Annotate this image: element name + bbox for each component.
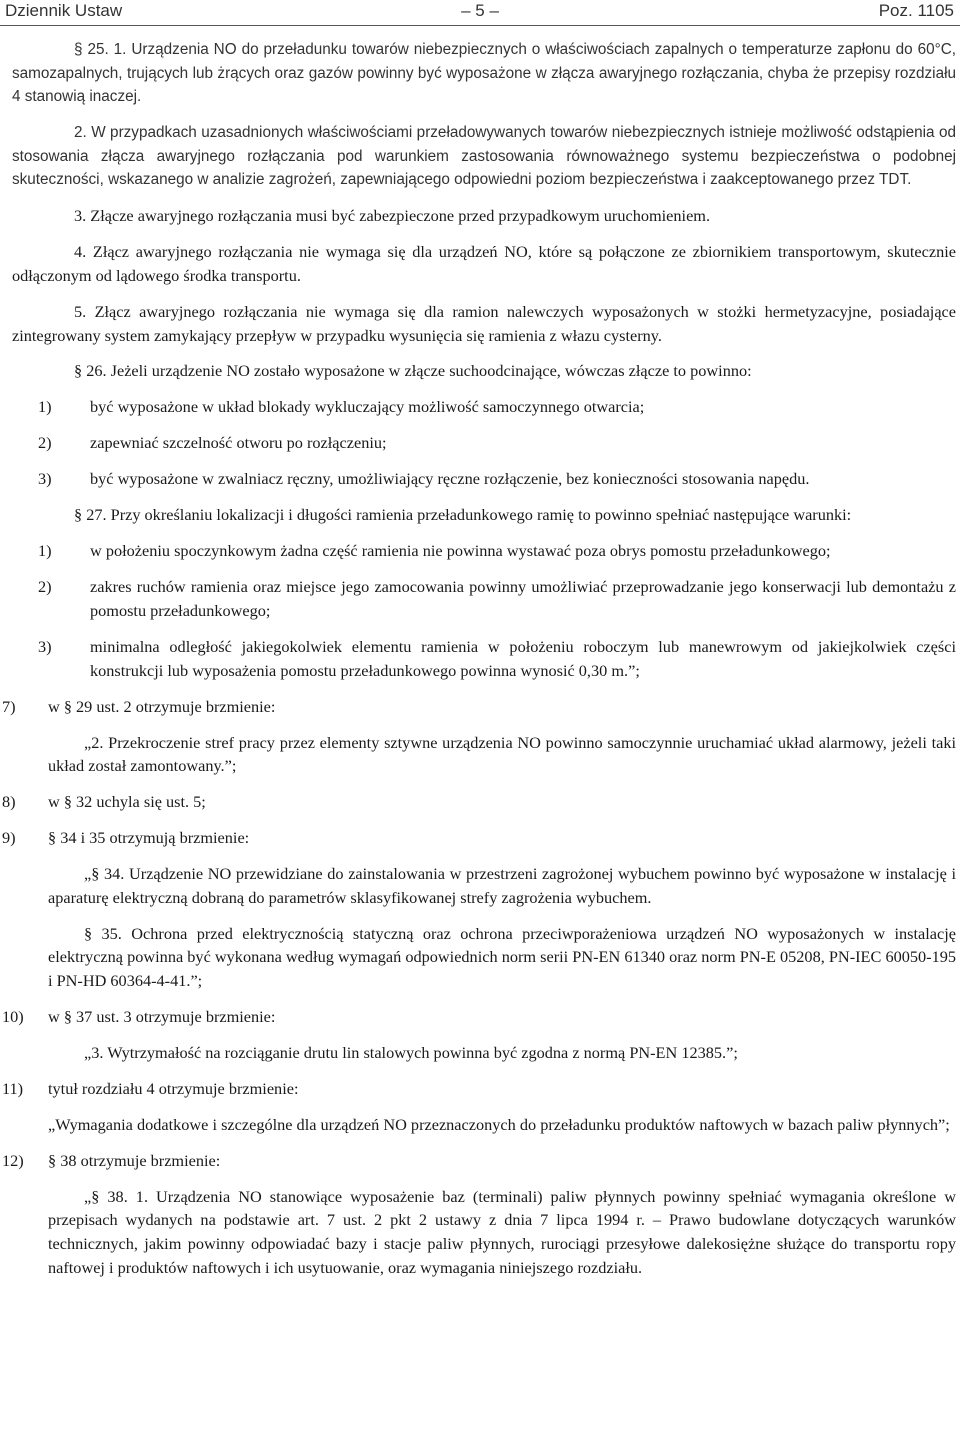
list-text: być wyposażone w zwalniacz ręczny, umożliwiający ręczne rozłączenie, bez konieczności stosowania napędu. — [90, 469, 810, 489]
list-item-s27-1 — [12, 539, 956, 563]
amendment-number: 7) — [2, 696, 16, 716]
amendment-text: w § 32 uchyla się ust. 5; — [48, 792, 206, 812]
amendment-item-7 — [2, 695, 956, 719]
amendment-text: § 38 otrzymuje brzmienie: — [48, 1150, 221, 1170]
amendment-item-12 — [2, 1149, 956, 1173]
list-number: 3) — [38, 469, 52, 489]
amendment-text: § 34 i 35 otrzymują brzmienie: — [48, 828, 250, 848]
journal-title: Dziennik Ustaw — [5, 1, 123, 20]
quote-paragraph: „3. Wytrzymałość na rozciąganie drutu lin stalowych powinna być zgodna z normą PN-EN 12385.”; — [84, 1042, 738, 1062]
list-item-s26-2 — [12, 431, 956, 455]
quoted-text-12 — [48, 1185, 956, 1279]
document-body — [2, 38, 956, 1292]
paragraph-s27-intro: § 27. Przy określaniu lokalizacji i długości ramienia przeładunkowego ramię to powinno spełniać następujące warunki: — [74, 505, 852, 525]
list-number: 3) — [38, 636, 52, 656]
amendment-number: 12) — [2, 1150, 24, 1170]
amendment-number: 11) — [2, 1078, 24, 1098]
quoted-text-11 — [48, 1113, 956, 1137]
page-header — [0, 0, 960, 26]
paragraph-s25-5: 5. Złącz awaryjnego rozłączania nie wymaga się dla ramion nalewczych wyposażonych w stożki hermetyzacyjne, posiadające zintegrowany system zamykający przepływ w przypadku wysunięcia się ramienia z włazu cysterny. — [12, 301, 956, 345]
list-item-s27-3 — [12, 635, 956, 682]
amendment-text: w § 37 ust. 3 otrzymuje brzmienie: — [48, 1006, 276, 1026]
list-item-s27-2 — [12, 575, 956, 622]
quote-paragraph-s35: § 35. Ochrona przed elektrycznością statyczną oraz ochrona przeciwporażeniowa urządzeń NO wyposażonych w instalację elektryczną powinna być wykonana według wymagań odpowiednich norm serii PN-EN 61340 oraz norm PN-E 05208, PN-IEC 60050-195 i PN-HD 60364-4-41.”; — [48, 923, 956, 990]
list-number: 1) — [38, 541, 52, 561]
quoted-text-10 — [48, 1041, 956, 1065]
quote-paragraph-s34: „§ 34. Urządzenie NO przewidziane do zainstalowania w przestrzeni zagrożonej wybuchem powinno być wyposażone w instalację i aparaturę elektryczną dobraną do parametrów sklasyfikowanej strefy zagrożenia wybuchem. — [48, 864, 956, 907]
paragraph-s25-1: § 25. 1. Urządzenia NO do przeładunku towarów niebezpiecznych o właściwościach zapalnych o temperaturze zapłonu do 60°C, samozapalnych, trujących lub żrących oraz gazów powinny być wyposażone w złącza awaryjnego rozłączania, chyba że przepisy rozdziału 4 stanowią inaczej. — [12, 41, 956, 106]
list-text: być wyposażone w układ blokady wykluczający możliwość samoczynnego otwarcia; — [90, 397, 645, 417]
paragraph-s25-2: 2. W przypadkach uzasadnionych właściwościami przeładowywanych towarów niebezpiecznych istnieje możliwość odstąpienia od stosowania złącza awaryjnego rozłączania pod warunkiem zastosowania równoważnego systemu bezpieczeństwa o podobnej skuteczności, wskazanego w analizie zagrożeń, zapewniającego odpowiedni poziom bezpieczeństwa i zaakceptowanego przez TDT. — [12, 124, 956, 189]
list-text: minimalna odległość jakiegokolwiek elementu ramienia w położeniu roboczym lub manewrowym od jakiejkolwiek części konstrukcji lub wyposażenia pomostu przeładunkowego powinna wynosić 0,30 m.”; — [90, 636, 956, 680]
list-number: 2) — [38, 577, 52, 597]
quoted-text-9 — [48, 862, 956, 992]
list-text: zakres ruchów ramienia oraz miejsce jego zamocowania powinny umożliwiać przeprowadzanie jego konserwacji lub demontażu z pomostu przeładunkowego; — [90, 577, 956, 620]
amendment-item-9 — [2, 826, 956, 850]
quote-paragraph-s38: „§ 38. 1. Urządzenia NO stanowiące wyposażenie baz (terminali) paliw płynnych powinny spełniać wymagania określone w przepisach wydanych na podstawie art. 7 ust. 2 pkt 2 ustawy z dnia 7 lipca 1994 r. – Prawo budowlane dotyczących warunków technicznych, jakim powinny odpowiadać bazy i stacje paliw płynnych, rurociągi przesyłowe dalekosiężne służące do transportu ropy naftowej i produktów naftowych i ich usytuowanie, oraz wymagania niniejszego rozdziału. — [48, 1186, 956, 1277]
paragraph-s26-intro: § 26. Jeżeli urządzenie NO zostało wyposażone w złącze suchoodcinające, wówczas złącze to powinno: — [74, 361, 752, 381]
amendment-number: 8) — [2, 792, 16, 812]
amendment-item-11 — [2, 1077, 956, 1101]
list-text: w położeniu spoczynkowym żadna część ramienia nie powinna wystawać poza obrys pomostu przeładunkowego; — [90, 541, 831, 561]
list-item-s26-3 — [12, 467, 956, 491]
amendment-item-10 — [2, 1005, 956, 1029]
list-item-s26-1 — [12, 395, 956, 419]
paragraph-s25-3: 3. Złącze awaryjnego rozłączania musi być zabezpieczone przed przypadkowym uruchomieniem. — [74, 206, 711, 226]
position-number: Poz. 1105 — [878, 1, 954, 20]
paragraph-s25-4: 4. Złącz awaryjnego rozłączania nie wymaga się dla urządzeń NO, które są połączone ze zbiornikiem transportowym, skutecznie odłączonym od lądowego środka transportu. — [12, 242, 956, 285]
quoted-text-7 — [48, 731, 956, 778]
list-number: 1) — [38, 397, 52, 417]
amendment-text: w § 29 ust. 2 otrzymuje brzmienie: — [48, 696, 276, 716]
list-text: zapewniać szczelność otworu po rozłączeniu; — [90, 433, 387, 453]
amendment-item-8 — [2, 790, 956, 814]
quote-chapter-title: „Wymagania dodatkowe i szczególne dla urządzeń NO przeznaczonych do przeładunku produktów naftowych w bazach paliw płynnych”; — [48, 1114, 950, 1134]
page-number: – 5 – — [461, 1, 499, 20]
header-rule — [0, 25, 960, 26]
amendment-number: 10) — [2, 1006, 24, 1026]
amendment-number: 9) — [2, 828, 16, 848]
amendment-text: tytuł rozdziału 4 otrzymuje brzmienie: — [48, 1078, 299, 1098]
quote-paragraph: „2. Przekroczenie stref pracy przez elementy sztywne urządzenia NO powinno samoczynnie uruchamiać układ alarmowy, jeżeli taki układ został zamontowany.”; — [48, 732, 956, 776]
list-number: 2) — [38, 433, 52, 453]
